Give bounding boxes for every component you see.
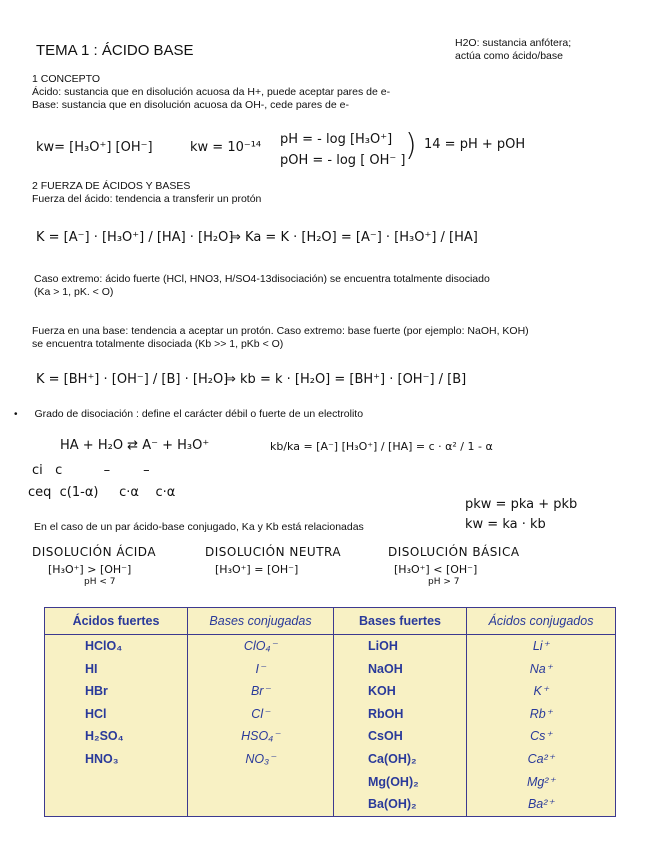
table-header-row xyxy=(45,608,616,635)
strong-bases-column xyxy=(334,635,467,817)
dissolution-neutral xyxy=(205,545,365,576)
bullet-text: Grado de disociación : define el carácter débil o fuerte de un electrolito xyxy=(34,408,364,420)
list-item: Br⁻ xyxy=(250,684,271,699)
header-conjugate-acids: Ácidos conjugados xyxy=(467,608,616,635)
list-item: I⁻ xyxy=(255,661,266,676)
handwritten-kw-product: kw = ka · kb xyxy=(465,517,546,532)
dissolution-relation: [H₃O⁺] < [OH⁻] xyxy=(394,563,478,576)
bullet-dot: • xyxy=(14,409,18,420)
list-item: Li⁺ xyxy=(532,639,550,653)
handwritten-kb-ka: kb/ka = [A⁻] [H₃O⁺] / [HA] = c · α² / 1 - α xyxy=(270,440,493,453)
bullet-item xyxy=(14,408,363,421)
list-item: HBr xyxy=(85,684,108,699)
list-item: HI xyxy=(85,661,98,676)
dissolution-acid xyxy=(32,545,172,587)
side-note-line2: actúa como ácido/base xyxy=(455,50,563,62)
acids-bases-table xyxy=(44,607,616,817)
conjugate-acids-column xyxy=(467,635,616,817)
handwritten-k-acid: K = [A⁻] · [H₃O⁺] / [HA] · [H₂O] xyxy=(36,230,234,245)
header-conjugate-bases: Bases conjugadas xyxy=(188,608,334,635)
list-item: NaOH xyxy=(368,661,403,676)
brace: ) xyxy=(405,128,417,163)
dissolution-title: DISOLUCIÓN BÁSICA xyxy=(388,545,520,559)
list-item: ClO₄⁻ xyxy=(243,639,278,653)
list-item: HClO₄ xyxy=(85,639,123,653)
list-item: KOH xyxy=(368,684,396,699)
list-item: K⁺ xyxy=(533,684,549,699)
handwritten-poh: pOH = - log [ OH⁻ ] xyxy=(280,153,406,168)
list-item: Ca²⁺ xyxy=(527,751,555,766)
header-strong-acids: Ácidos fuertes xyxy=(45,608,188,635)
handwritten-pkw: pkw = pka + pkb xyxy=(465,497,578,512)
handwritten-kw: kw= [H₃O⁺] [OH⁻] xyxy=(36,140,153,155)
handwritten-ci: ci c – – xyxy=(32,463,150,478)
section-heading: 2 FUERZA DE ÁCIDOS Y BASES xyxy=(32,180,191,192)
list-item: H₂SO₄ xyxy=(85,729,124,744)
handwritten-sum: 14 = pH + pOH xyxy=(424,137,526,152)
list-item: HCl xyxy=(85,706,107,721)
dissolution-title: DISOLUCIÓN NEUTRA xyxy=(205,545,342,559)
list-item: Ba(OH)₂ xyxy=(368,797,417,812)
conjugate-bases-column xyxy=(188,635,334,817)
base-force-line1: Fuerza en una base: tendencia a aceptar un protón. Caso extremo: base fuerte (por ejemplo: NaOH, KOH) xyxy=(32,325,529,337)
handwritten-ka: ⇒ Ka = K · [H₂O] = [A⁻] · [H₃O⁺] / [HA] xyxy=(230,230,478,245)
list-item: Mg(OH)₂ xyxy=(368,774,419,789)
conjugate-text: En el caso de un par ácido-base conjugado, Ka y Kb está relacionadas xyxy=(34,521,364,533)
list-item: Mg²⁺ xyxy=(526,774,556,789)
side-note-line1: H2O: sustancia anfótera; xyxy=(455,37,572,49)
handwritten-ceq: ceq c(1-α) c·α c·α xyxy=(28,485,176,500)
section-heading: 1 CONCEPTO xyxy=(32,73,101,85)
page-title: TEMA 1 : ÁCIDO BASE xyxy=(36,42,194,59)
list-item: NO₃⁻ xyxy=(245,751,276,766)
dissolution-ph: pH > 7 xyxy=(428,577,460,587)
handwritten-k-base: K = [BH⁺] · [OH⁻] / [B] · [H₂O] xyxy=(36,372,229,387)
list-item: Cs⁺ xyxy=(530,729,552,744)
list-item: HSO₄⁻ xyxy=(241,729,280,744)
list-item: RbOH xyxy=(368,706,404,721)
list-item: Rb⁺ xyxy=(529,706,553,721)
base-force xyxy=(32,325,529,351)
handwritten-kw-value: kw = 10⁻¹⁴ xyxy=(190,140,262,155)
extreme-acid xyxy=(34,273,490,299)
base-force-line2: se encuentra totalmente disociada (Kb >> 1, pKb < O) xyxy=(32,338,284,350)
handwritten-kb: ⇒ kb = k · [H₂O] = [BH⁺] · [OH⁻] / [B] xyxy=(225,372,467,387)
list-item: Cl⁻ xyxy=(251,706,270,721)
dissolution-ph: pH < 7 xyxy=(84,577,116,587)
handwritten-ph: pH = - log [H₃O⁺] xyxy=(280,132,393,147)
acid-force-text: Fuerza del ácido: tendencia a transferir un protón xyxy=(32,193,262,205)
handwritten-reaction: HA + H₂O ⇄ A⁻ + H₃O⁺ xyxy=(60,438,210,453)
extreme-acid-line1: Caso extremo: ácido fuerte (HCl, HNO3, H/SO4-13disociación) se encuentra totalmente disociado xyxy=(34,273,490,285)
list-item: HNO₃ xyxy=(85,751,119,766)
list-item: Ca(OH)₂ xyxy=(368,751,417,766)
table-row xyxy=(45,635,616,817)
side-note xyxy=(455,37,571,63)
dissolution-relation: [H₃O⁺] = [OH⁻] xyxy=(215,563,299,576)
base-definition: Base: sustancia que en disolución acuosa da OH-, cede pares de e- xyxy=(32,99,349,111)
list-item: LiOH xyxy=(368,639,398,653)
strong-acids-column xyxy=(45,635,188,817)
extreme-acid-line2: (Ka > 1, pK. < O) xyxy=(34,286,114,298)
dissolution-basic xyxy=(388,545,548,587)
list-item: CsOH xyxy=(368,729,403,744)
dissolution-title: DISOLUCIÓN ÁCIDA xyxy=(32,545,157,559)
header-strong-bases: Bases fuertes xyxy=(334,608,467,635)
list-item: Na⁺ xyxy=(529,661,553,676)
section-concept xyxy=(32,73,390,112)
list-item: Ba²⁺ xyxy=(527,797,555,812)
section-strength xyxy=(32,180,261,206)
dissolution-relation: [H₃O⁺] > [OH⁻] xyxy=(48,563,132,576)
acid-definition: Ácido: sustancia que en disolución acuosa da H+, puede aceptar pares de e- xyxy=(32,86,391,98)
